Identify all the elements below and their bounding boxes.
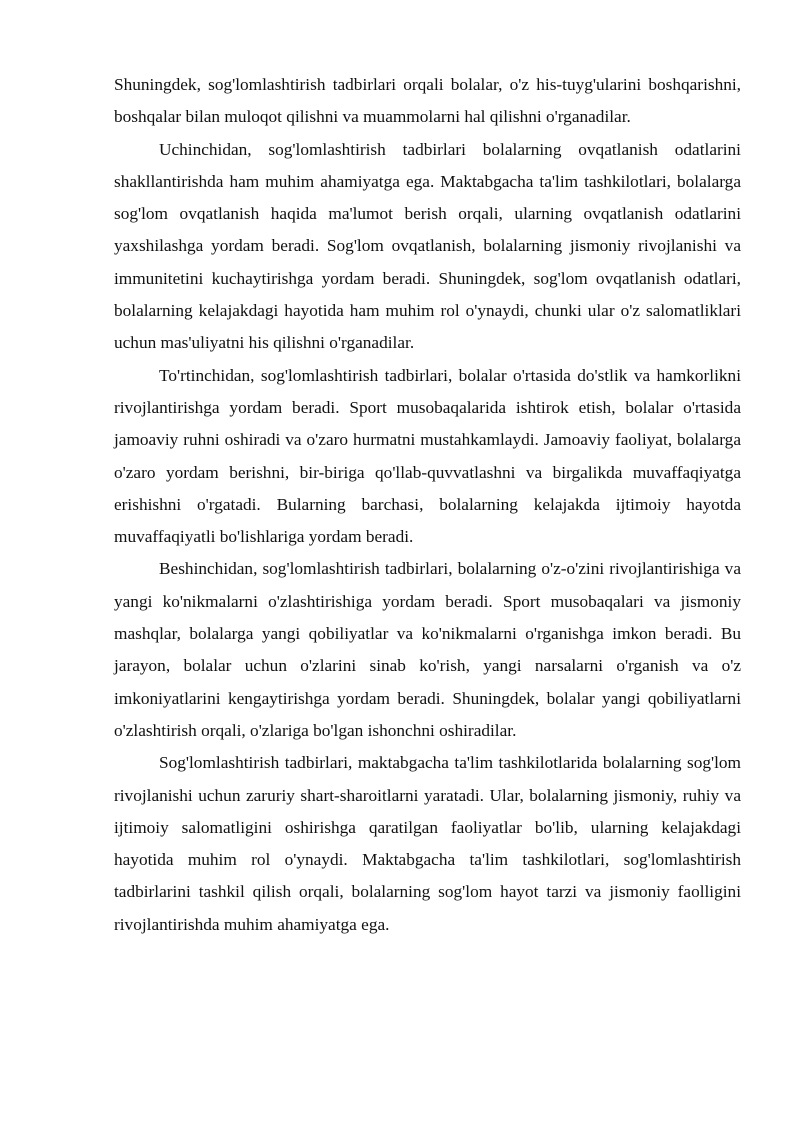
paragraph-4: Beshinchidan, sog'lomlashtirish tadbirlari, bolalarning o'z-o'zini rivojlantirishiga va yangi ko'nikmalarni o'zlashtirishiga yordam beradi. Sport musobaqalari va jismoniy mashqlar, bolalarga yangi qobiliyatlar va ko'nikmalarni o'rganishga imkon beradi. Bu jarayon, bolalar uchun o'zlarini sinab ko'rish, yangi narsalarni o'rganish va o'z imkoniyatlarini kengaytirishga yordam beradi. Shuningdek, bolalar yangi qobiliyatlarni o'zlashtirish orqali, o'zlariga bo'lgan ishonchni oshiradilar. — [114, 559, 741, 740]
document-page — [114, 69, 741, 941]
paragraph-5: Sog'lomlashtirish tadbirlari, maktabgacha ta'lim tashkilotlarida bolalarning sog'lom rivojlanishi uchun zaruriy shart-sharoitlarni yaratadi. Ular, bolalarning jismoniy, ruhiy va ijtimoiy salomatligini oshirishga qaratilgan faoliyatlar bo'lib, ularning kelajakdagi hayotida muhim rol o'ynaydi. Maktabgacha ta'lim tashkilotlari, sog'lomlashtirish tadbirlarini tashkil qilish orqali, bolalarning sog'lom hayot tarzi va jismoniy faolligini rivojlantirishda muhim ahamiyatga ega. — [114, 753, 741, 934]
paragraph-1: Shuningdek, sog'lomlashtirish tadbirlari orqali bolalar, o'z his-tuyg'ularini boshqarishni, boshqalar bilan muloqot qilishni va muammolarni hal qilishni o'rganadilar. — [114, 75, 741, 127]
paragraph-3: To'rtinchidan, sog'lomlashtirish tadbirlari, bolalar o'rtasida do'stlik va hamkorlikni rivojlantirishga yordam beradi. Sport musobaqalarida ishtirok etish, bolalar o'rtasida jamoaviy ruhni oshiradi va o'zaro hurmatni mustahkamlaydi. Jamoaviy faoliyat, bolalarga o'zaro yordam berishni, bir-biriga qo'llab-quvvatlashni va birgalikda muvaffaqiyatga erishishni o'rgatadi. Bularning barchasi, bolalarning kelajakda ijtimoiy hayotda muvaffaqiyatli bo'lishlariga yordam beradi. — [114, 365, 741, 547]
paragraph-2: Uchinchidan, sog'lomlashtirish tadbirlari bolalarning ovqatlanish odatlarini shakllantirishda ham muhim ahamiyatga ega. Maktabgacha ta'lim tashkilotlari, bolalarga sog'lom ovqatlanish haqida ma'lumot berish orqali, ularning ovqatlanish odatlarini yaxshilashga yordam beradi. Sog'lom ovqatlanish, bolalarning jismoniy rivojlanishi va immunitetini kuchaytirishga yordam beradi. Shuningdek, sog'lom ovqatlanish odatlari, bolalarning kelajakdagi hayotida ham muhim rol o'ynaydi, chunki ular o'z salomatliklari uchun mas'uliyatni his qilishni o'rganadilar. — [114, 139, 741, 353]
